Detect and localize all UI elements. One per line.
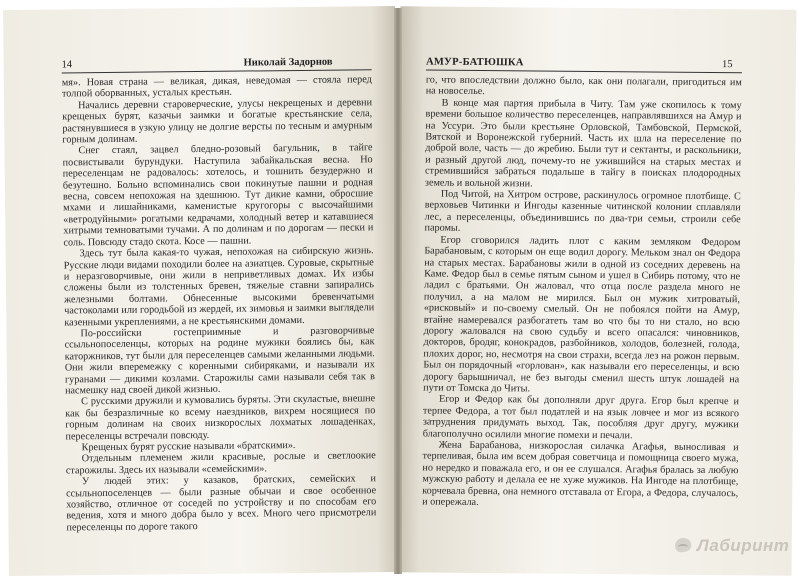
header-rule [426,70,742,74]
paragraph: Егор и Федор как бы дополняли друг друга. Егор был крепче и терпее Федора, а тот был податлей и на язык ловчее и мог из всякого затруднения придумать выход. Так, пособляя друг другу, мужики благополучно осилили многие помехи и печали. [422,394,740,441]
page-number: 14 [61,59,73,71]
paragraph: Егор сговорился ладить плот с каким земляком Федором Барабановым, с которым он еще водил дорогу. Мельком знал он Федора на старых местах. Барабановы жили в одной из соседних деревень на Каме. Федор был в семье пятым сыном и ушел в Сибирь потому, что не ладил с братьями. Он жаловал, что отца после раздела много не получил, а на малом не мирился. Был он мужик хитроватый, «рисковый» и по-своему смелый. Он не побоялся пойти на Амур, втайне намеревался разбогатеть там во что бы то ни стало, но всю дорогу жаловался на свою судьбу и всего опасался: чиновников, докторов, бродяг, конокрадов, разбойников, холодов, болезней, голода, плохих дорог, но, несмотря на свои страхи, всегда лез на рожон первым. Был он порядочный «горлован», как называли его переселенцы, и всю дорогу барышничал, не без выгоды сменил шесть штук лошадей на пути от Томска до Читы. [423,234,741,395]
left-page [3,6,401,576]
paragraph: Снег стаял, зацвел бледно-розовый багульник, в тайге посвистывали бурундуки. Наступила забайкальская весна. Но переселенцам не радовалось: хотелось, и тошнить безудержно и безутешно. Больно вспоминались свои покинутые пашни и родная весна, совсем непохожая на здешнюю. Тут дикие камни, обросшие мхами и лишайниками, каменистые кругогоры с высочайшими «ветродуйными» рогатыми кедрачами, холодный ветер и катавшиеся хитрыми темноватыми тучами. А по долинам и по дорогам — пески и соль. Повсюду стадо скота. Косе — пашни. [62,142,374,249]
running-head: АМУР-БАТЮШКА [425,56,524,69]
page-body [62,74,377,533]
right-page [396,6,797,575]
paragraph: го, что впоследствии должно было, как они полагали, пригодиться им на новоселье. [425,74,742,98]
paragraph: Здесь тут была какая-то чужая, непохожая на сибирскую жизнь. Русские люди видами походили более на азиатцев. Суровые, скрытные и неразговорчивые, они жили в неприветливых домах. Их избы сложены были из толстенных бревен, тяжелые ставни запирались железными болтами. Обнесенные высокими бревенчатыми частоколами или городьбой из жердей, их зимовья и заимки выглядели казенными укреплениями, а не крестьянскими домами. [63,245,375,328]
labyrinth-logo-icon [672,536,694,556]
page-body [422,75,742,511]
paragraph: По-российски гостеприимные и разговорчивые ссыльнопоселенцы, которых на родине мужики боялись бы, как каторжников, тут были для переселенцев самыми желанными людьми. Они жили вперемежку с коренными сибиряками, и называли их гуранами — дикими козлами. Старожилы сами называли себя так в насмешку над своей дикой жизнью. [64,325,375,397]
paragraph: Под Читой, на Хитром острове, раскинулось огромное плотбище. С верховьев Читинки и Ингоды казенные читинской колонии сплавляли лес, а переселенцы, объединившись по два-три семьи, строили себе паромы. [424,188,741,235]
page-number: 15 [721,59,733,71]
paragraph: Начались деревни староверческие, улусы некрещеных и деревни крещеных бурят, казачьи заимки и богатые крестьянские села, растянувшиеся в узкую улицу не долгие версты по тесным и амурным горным долинам. [62,97,373,146]
paragraph: У людей этих: у казаков, братских, семейских и ссыльнопоселенцев — были разные обычаи и свое особенное хозяйство, отличное от соседей по устройству и по способам его ведения, хотя и много добра было у всех. Много чего присмотрели переселенцы по дороге такого [66,473,377,534]
paragraph: Жена Барабанова, низкорослая силачка Агафья, выносливая и терпеливая, была им всем добрая советчица и помощница своего мужа, но нередко и поважала его, и он ее слушался. Агафья бралась за любую мужскую работу и делала ее не хуже мужиков. На Ингоде на плотбище, корчевала бревна, она немного отставала от Егора, а Федора, случалось, и опережала. [422,439,739,509]
running-head: Николай Задорнов [243,56,333,69]
book-gutter [394,8,402,574]
paragraph: Крещеных бурят русские называли «братскими». [81,440,296,454]
open-book [6,8,794,574]
watermark-logo [672,536,789,556]
header-rule [62,69,372,73]
paragraph: В конце мая партия прибыла в Читу. Там уже скопилось к тому времени большое количество переселенцев, направлявшихся на Амур и на Уссури. Это были крестьяне Орловской, Тамбовской, Пермской, Вятской и Воронежской губерний. Часть их шла на переселение по доброй воле, часть — до жребию. Были тут и сектанты, и раскольники, и разный другой люд, почему-то не ужившийся на старых местах и стремившийся забраться подальше в тайгу в поисках плодородных земель и вольной жизни. [424,97,742,190]
paragraph: С русскими дружили и кумовались буряты. Эти скуластые, внешне как бы безразличные ко всему наездников, вихрем носящиеся по горным долинам на своих низкорослых лохматых лошаденках, переселенцы встречали повсюду. [65,393,376,443]
paragraph: Отдельным племенем жили красивые, рослые и светлоокие старожилы. Здесь их называли «семейскими». [65,450,376,477]
paragraph: мя». Новая страна — великая, дикая, неведомая — стояла перед толпой оборванных, усталых крестьян. [61,74,372,100]
watermark-text: Лабиринт [697,536,790,555]
